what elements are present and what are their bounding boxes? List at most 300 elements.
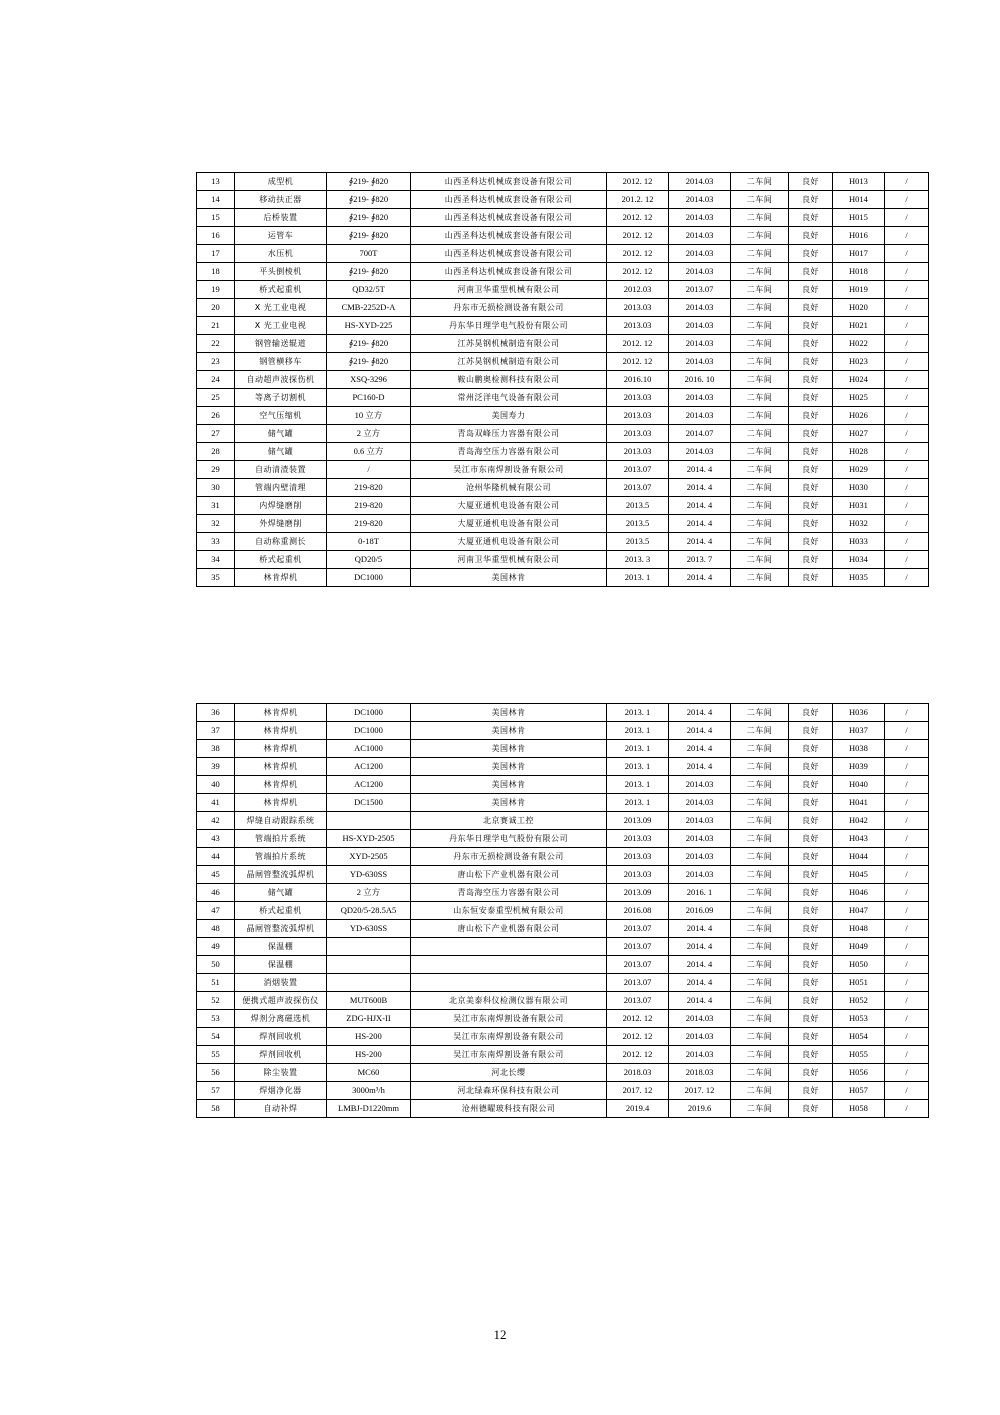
table-cell: 2013. 7 xyxy=(669,551,731,569)
table-cell: 管端拍片系统 xyxy=(235,830,327,848)
table-cell: H035 xyxy=(833,569,885,587)
table-cell: 良好 xyxy=(789,776,833,794)
table-cell: 20 xyxy=(197,299,235,317)
table-cell: 2013.07 xyxy=(607,938,669,956)
table-cell: 二车间 xyxy=(731,209,789,227)
table-cell: 良好 xyxy=(789,1064,833,1082)
table-cell: 2014. 4 xyxy=(669,479,731,497)
table-cell: 青岛海空压力容器有限公司 xyxy=(411,884,607,902)
table-cell: H022 xyxy=(833,335,885,353)
table-cell: / xyxy=(885,569,929,587)
table-cell: 2012. 12 xyxy=(607,263,669,281)
table-cell: 二车间 xyxy=(731,776,789,794)
table-cell: 15 xyxy=(197,209,235,227)
table-cell: 37 xyxy=(197,722,235,740)
table-row xyxy=(197,299,929,317)
table-cell: / xyxy=(885,281,929,299)
table-cell: H017 xyxy=(833,245,885,263)
table-cell: 2013. 1 xyxy=(607,794,669,812)
table-cell: H018 xyxy=(833,263,885,281)
table-row xyxy=(197,956,929,974)
table-cell: HS-200 xyxy=(327,1028,411,1046)
table-cell: 二车间 xyxy=(731,299,789,317)
table-cell: 良好 xyxy=(789,1100,833,1118)
table-cell: 2012. 12 xyxy=(607,227,669,245)
table-cell: X 光工业电视 xyxy=(235,317,327,335)
table-cell: 良好 xyxy=(789,704,833,722)
table-cell: H054 xyxy=(833,1028,885,1046)
table-cell: 2018.03 xyxy=(607,1064,669,1082)
table-cell: 2014. 4 xyxy=(669,533,731,551)
equipment-table xyxy=(196,172,929,587)
table-cell: 良好 xyxy=(789,497,833,515)
table-row xyxy=(197,902,929,920)
table-row xyxy=(197,938,929,956)
table-cell: 林肯焊机 xyxy=(235,758,327,776)
table-cell: 二车间 xyxy=(731,848,789,866)
table-row xyxy=(197,884,929,902)
table-cell: 2014.03 xyxy=(669,812,731,830)
table-cell: 良好 xyxy=(789,299,833,317)
table-cell: 二车间 xyxy=(731,956,789,974)
table-cell: 运管车 xyxy=(235,227,327,245)
table-row xyxy=(197,848,929,866)
table-cell: 2012. 12 xyxy=(607,1028,669,1046)
table-cell: 美国寿力 xyxy=(411,407,607,425)
table-cell: 桥式起重机 xyxy=(235,551,327,569)
table-cell: 2014.03 xyxy=(669,191,731,209)
table-cell: 31 xyxy=(197,497,235,515)
table-cell: 良好 xyxy=(789,758,833,776)
table-cell: 林肯焊机 xyxy=(235,776,327,794)
table-cell: 2016.08 xyxy=(607,902,669,920)
table-cell: 自动清渣装置 xyxy=(235,461,327,479)
table-cell: / xyxy=(885,551,929,569)
equipment-table-block-2 xyxy=(196,703,929,1118)
table-cell: 2014.03 xyxy=(669,1010,731,1028)
table-cell: 2013. 1 xyxy=(607,776,669,794)
table-cell: 2014. 4 xyxy=(669,461,731,479)
table-cell: 219-820 xyxy=(327,515,411,533)
table-cell: AC1200 xyxy=(327,776,411,794)
table-cell: 32 xyxy=(197,515,235,533)
table-cell: / xyxy=(885,479,929,497)
table-cell: 2012. 12 xyxy=(607,1046,669,1064)
table-cell: 河南卫华重型机械有限公司 xyxy=(411,281,607,299)
table-cell: 2013. 1 xyxy=(607,722,669,740)
table-cell: / xyxy=(885,443,929,461)
table-cell: 2013.03 xyxy=(607,848,669,866)
table-cell: / xyxy=(885,299,929,317)
table-cell: H057 xyxy=(833,1082,885,1100)
table-cell: 良好 xyxy=(789,515,833,533)
table-cell: 2012. 12 xyxy=(607,1010,669,1028)
table-cell: CMB-2252D-A xyxy=(327,299,411,317)
table-cell: 2013.03 xyxy=(607,443,669,461)
table-cell: 二车间 xyxy=(731,794,789,812)
table-cell: / xyxy=(885,1010,929,1028)
table-cell: 13 xyxy=(197,173,235,191)
table-cell: 2013.07 xyxy=(607,956,669,974)
table-cell: / xyxy=(885,1028,929,1046)
table-cell: / xyxy=(885,740,929,758)
table-cell: 管端内壁清理 xyxy=(235,479,327,497)
table-cell: 2014. 4 xyxy=(669,992,731,1010)
table-cell: 36 xyxy=(197,704,235,722)
table-cell: ∮219- ∮820 xyxy=(327,353,411,371)
table-cell: / xyxy=(327,461,411,479)
table-cell: 江苏昊钢机械制造有限公司 xyxy=(411,335,607,353)
table-cell: 2017. 12 xyxy=(669,1082,731,1100)
table-row xyxy=(197,776,929,794)
table-body-1 xyxy=(197,173,929,587)
table-cell: 38 xyxy=(197,740,235,758)
table-cell: / xyxy=(885,263,929,281)
table-cell: 良好 xyxy=(789,263,833,281)
table-cell: 2 立方 xyxy=(327,425,411,443)
table-cell: 2013.5 xyxy=(607,497,669,515)
table-cell: 27 xyxy=(197,425,235,443)
table-cell: 2013.03 xyxy=(607,317,669,335)
table-cell: 良好 xyxy=(789,920,833,938)
table-cell: 2013.5 xyxy=(607,515,669,533)
table-cell: 储气罐 xyxy=(235,425,327,443)
table-cell: 良好 xyxy=(789,1010,833,1028)
table-cell: 二车间 xyxy=(731,920,789,938)
table-cell: 二车间 xyxy=(731,884,789,902)
table-cell: 0.6 立方 xyxy=(327,443,411,461)
table-cell: 2014. 4 xyxy=(669,956,731,974)
table-cell: ∮219- ∮820 xyxy=(327,335,411,353)
table-cell: 常州泛洋电气设备有限公司 xyxy=(411,389,607,407)
table-cell: 二车间 xyxy=(731,830,789,848)
table-cell: 林肯焊机 xyxy=(235,704,327,722)
table-cell xyxy=(327,956,411,974)
table-cell: AC1000 xyxy=(327,740,411,758)
table-cell: / xyxy=(885,956,929,974)
table-cell: H027 xyxy=(833,425,885,443)
table-cell: 美国林肯 xyxy=(411,722,607,740)
table-cell: 北京赛诚工控 xyxy=(411,812,607,830)
table-cell: 2012. 12 xyxy=(607,353,669,371)
table-cell: 良好 xyxy=(789,569,833,587)
table-cell: H053 xyxy=(833,1010,885,1028)
table-cell: 53 xyxy=(197,1010,235,1028)
table-cell: 219-820 xyxy=(327,497,411,515)
table-cell: 林肯焊机 xyxy=(235,569,327,587)
table-cell: H025 xyxy=(833,389,885,407)
table-cell: HS-XYD-2505 xyxy=(327,830,411,848)
table-cell: 2014.07 xyxy=(669,425,731,443)
table-cell: 43 xyxy=(197,830,235,848)
table-cell: 18 xyxy=(197,263,235,281)
table-cell: H046 xyxy=(833,884,885,902)
table-cell: 二车间 xyxy=(731,758,789,776)
table-cell: 50 xyxy=(197,956,235,974)
table-cell: ∮219- ∮820 xyxy=(327,173,411,191)
table-cell: 良好 xyxy=(789,317,833,335)
table-row xyxy=(197,281,929,299)
table-cell: 河北长缨 xyxy=(411,1064,607,1082)
table-row xyxy=(197,461,929,479)
table-cell: 2014.03 xyxy=(669,227,731,245)
table-cell: 美国林肯 xyxy=(411,569,607,587)
table-row xyxy=(197,704,929,722)
table-cell: 钢管横移车 xyxy=(235,353,327,371)
table-cell: 良好 xyxy=(789,902,833,920)
table-cell: 2014.03 xyxy=(669,1046,731,1064)
table-cell: H041 xyxy=(833,794,885,812)
table-cell: 大厦亚通机电设备有限公司 xyxy=(411,515,607,533)
table-cell: / xyxy=(885,992,929,1010)
table-row xyxy=(197,974,929,992)
table-cell: 2013.03 xyxy=(607,425,669,443)
table-cell: H055 xyxy=(833,1046,885,1064)
table-cell: 2014.03 xyxy=(669,830,731,848)
table-cell xyxy=(411,974,607,992)
table-cell: MC60 xyxy=(327,1064,411,1082)
table-cell: 鞍山鹏奥检测科技有限公司 xyxy=(411,371,607,389)
table-cell: 2014. 4 xyxy=(669,515,731,533)
table-cell: / xyxy=(885,191,929,209)
table-cell: 良好 xyxy=(789,389,833,407)
table-cell: 二车间 xyxy=(731,389,789,407)
table-cell: H051 xyxy=(833,974,885,992)
table-cell: 唐山松下产业机器有限公司 xyxy=(411,920,607,938)
table-cell: 二车间 xyxy=(731,317,789,335)
table-cell: 19 xyxy=(197,281,235,299)
table-cell: 2014.03 xyxy=(669,407,731,425)
table-cell: 良好 xyxy=(789,425,833,443)
table-cell: 29 xyxy=(197,461,235,479)
table-cell: 二车间 xyxy=(731,497,789,515)
table-cell: 晶闸管整流弧焊机 xyxy=(235,920,327,938)
table-cell: 40 xyxy=(197,776,235,794)
table-cell: LMBJ-D1220mm xyxy=(327,1100,411,1118)
table-cell: / xyxy=(885,1100,929,1118)
table-cell: 2013.07 xyxy=(607,461,669,479)
table-row xyxy=(197,371,929,389)
table-row xyxy=(197,794,929,812)
table-cell: 焊缝自动跟踪系统 xyxy=(235,812,327,830)
table-cell: 2013.09 xyxy=(607,884,669,902)
table-cell: 吴江市东南焊割设备有限公司 xyxy=(411,1010,607,1028)
table-cell: DC1000 xyxy=(327,569,411,587)
table-cell: 2014.03 xyxy=(669,794,731,812)
table-row xyxy=(197,722,929,740)
table-cell: 二车间 xyxy=(731,245,789,263)
table-cell: 良好 xyxy=(789,173,833,191)
table-cell: H016 xyxy=(833,227,885,245)
table-cell: XSQ-3296 xyxy=(327,371,411,389)
table-cell: 良好 xyxy=(789,209,833,227)
table-cell: 良好 xyxy=(789,371,833,389)
table-cell: 良好 xyxy=(789,443,833,461)
table-cell: 25 xyxy=(197,389,235,407)
table-cell: 二车间 xyxy=(731,569,789,587)
table-row xyxy=(197,227,929,245)
table-cell: 良好 xyxy=(789,1028,833,1046)
table-cell: 吴江市东南焊割设备有限公司 xyxy=(411,461,607,479)
table-cell: 二车间 xyxy=(731,1064,789,1082)
table-cell: ∮219- ∮820 xyxy=(327,227,411,245)
table-cell: 二车间 xyxy=(731,1010,789,1028)
table-cell: 30 xyxy=(197,479,235,497)
table-row xyxy=(197,812,929,830)
table-cell: H044 xyxy=(833,848,885,866)
table-cell: / xyxy=(885,497,929,515)
table-cell: H031 xyxy=(833,497,885,515)
table-cell: 2016.10 xyxy=(607,371,669,389)
table-row xyxy=(197,551,929,569)
table-cell: 2014.03 xyxy=(669,776,731,794)
table-cell: 2013.07 xyxy=(669,281,731,299)
table-cell: 2 立方 xyxy=(327,884,411,902)
table-cell: 良好 xyxy=(789,794,833,812)
table-cell: 山西圣科达机械成套设备有限公司 xyxy=(411,191,607,209)
table-cell: 水压机 xyxy=(235,245,327,263)
table-cell: 美国林肯 xyxy=(411,758,607,776)
table-cell: YD-630SS xyxy=(327,866,411,884)
table-cell: 54 xyxy=(197,1028,235,1046)
table-cell: 焊剂分离磁选机 xyxy=(235,1010,327,1028)
table-cell: 2014.03 xyxy=(669,317,731,335)
table-cell: H032 xyxy=(833,515,885,533)
table-cell: 二车间 xyxy=(731,515,789,533)
table-cell: 二车间 xyxy=(731,704,789,722)
table-row xyxy=(197,263,929,281)
table-row xyxy=(197,1028,929,1046)
table-cell: 26 xyxy=(197,407,235,425)
table-cell: / xyxy=(885,407,929,425)
table-cell: H019 xyxy=(833,281,885,299)
table-cell: 良好 xyxy=(789,479,833,497)
table-cell: 24 xyxy=(197,371,235,389)
table-cell: / xyxy=(885,173,929,191)
table-cell: / xyxy=(885,704,929,722)
table-cell: 青岛海空压力容器有限公司 xyxy=(411,443,607,461)
table-cell: 河北绿森环保科技有限公司 xyxy=(411,1082,607,1100)
table-cell: H056 xyxy=(833,1064,885,1082)
table-cell xyxy=(327,938,411,956)
table-cell: 良好 xyxy=(789,974,833,992)
table-cell: 2014.03 xyxy=(669,299,731,317)
table-cell: / xyxy=(885,1046,929,1064)
table-cell: 0-18T xyxy=(327,533,411,551)
table-cell: 2014.03 xyxy=(669,263,731,281)
table-cell: 二车间 xyxy=(731,740,789,758)
table-cell: / xyxy=(885,317,929,335)
table-cell: YD-630SS xyxy=(327,920,411,938)
table-cell: 22 xyxy=(197,335,235,353)
table-cell: 35 xyxy=(197,569,235,587)
table-cell: ∮219- ∮820 xyxy=(327,209,411,227)
table-cell: 2014.03 xyxy=(669,866,731,884)
table-cell: DC1000 xyxy=(327,704,411,722)
table-cell: 良好 xyxy=(789,407,833,425)
table-cell: 23 xyxy=(197,353,235,371)
table-cell: 消烟装置 xyxy=(235,974,327,992)
table-cell: 2013.07 xyxy=(607,974,669,992)
table-cell: DC1500 xyxy=(327,794,411,812)
table-cell: QD20/5-28.5A5 xyxy=(327,902,411,920)
table-row xyxy=(197,740,929,758)
table-cell: 二车间 xyxy=(731,263,789,281)
table-row xyxy=(197,992,929,1010)
table-cell: 焊剂回收机 xyxy=(235,1046,327,1064)
table-cell: 便携式超声波探伤仪 xyxy=(235,992,327,1010)
table-cell: H050 xyxy=(833,956,885,974)
table-cell: 2013. 1 xyxy=(607,569,669,587)
table-cell: H014 xyxy=(833,191,885,209)
table-row xyxy=(197,191,929,209)
table-row xyxy=(197,758,929,776)
table-cell: / xyxy=(885,353,929,371)
table-cell: 2014.03 xyxy=(669,389,731,407)
table-cell: H036 xyxy=(833,704,885,722)
table-cell: 山西圣科达机械成套设备有限公司 xyxy=(411,209,607,227)
table-cell: 17 xyxy=(197,245,235,263)
table-cell: 二车间 xyxy=(731,866,789,884)
table-cell: QD20/5 xyxy=(327,551,411,569)
table-cell: 28 xyxy=(197,443,235,461)
table-cell: 2013. 1 xyxy=(607,758,669,776)
table-cell: 丹东华日理学电气股份有限公司 xyxy=(411,830,607,848)
table-cell: / xyxy=(885,794,929,812)
table-cell: 美国林肯 xyxy=(411,794,607,812)
table-cell: 2014. 4 xyxy=(669,740,731,758)
table-cell: / xyxy=(885,515,929,533)
page-number: 12 xyxy=(493,1327,507,1342)
table-cell: 焊烟净化器 xyxy=(235,1082,327,1100)
table-cell: 二车间 xyxy=(731,335,789,353)
table-cell: 39 xyxy=(197,758,235,776)
table-row xyxy=(197,1100,929,1118)
table-cell: H052 xyxy=(833,992,885,1010)
table-cell: 44 xyxy=(197,848,235,866)
table-cell: 2014.03 xyxy=(669,848,731,866)
table-cell: 良好 xyxy=(789,191,833,209)
table-row xyxy=(197,830,929,848)
table-cell: H013 xyxy=(833,173,885,191)
table-row xyxy=(197,1010,929,1028)
table-cell: 56 xyxy=(197,1064,235,1082)
table-cell: ZDG-HJX-II xyxy=(327,1010,411,1028)
table-cell: 10 立方 xyxy=(327,407,411,425)
table-cell: ∮219- ∮820 xyxy=(327,191,411,209)
table-cell: 二车间 xyxy=(731,551,789,569)
table-row xyxy=(197,209,929,227)
table-cell: 储气罐 xyxy=(235,443,327,461)
table-cell: 自动补焊 xyxy=(235,1100,327,1118)
table-cell: / xyxy=(885,245,929,263)
table-cell: QD32/5T xyxy=(327,281,411,299)
table-cell: 移动扶正器 xyxy=(235,191,327,209)
table-cell: 山西圣科达机械成套设备有限公司 xyxy=(411,245,607,263)
table-cell: 二车间 xyxy=(731,173,789,191)
table-cell: 丹东市无损检测设备有限公司 xyxy=(411,848,607,866)
table-cell: 2013.5 xyxy=(607,533,669,551)
table-cell: / xyxy=(885,974,929,992)
table-cell: 良好 xyxy=(789,740,833,758)
table-cell: H033 xyxy=(833,533,885,551)
table-cell: 55 xyxy=(197,1046,235,1064)
table-cell: / xyxy=(885,722,929,740)
table-cell: 2014.03 xyxy=(669,173,731,191)
table-cell: 山西圣科达机械成套设备有限公司 xyxy=(411,173,607,191)
table-cell: 良好 xyxy=(789,1046,833,1064)
table-row xyxy=(197,533,929,551)
